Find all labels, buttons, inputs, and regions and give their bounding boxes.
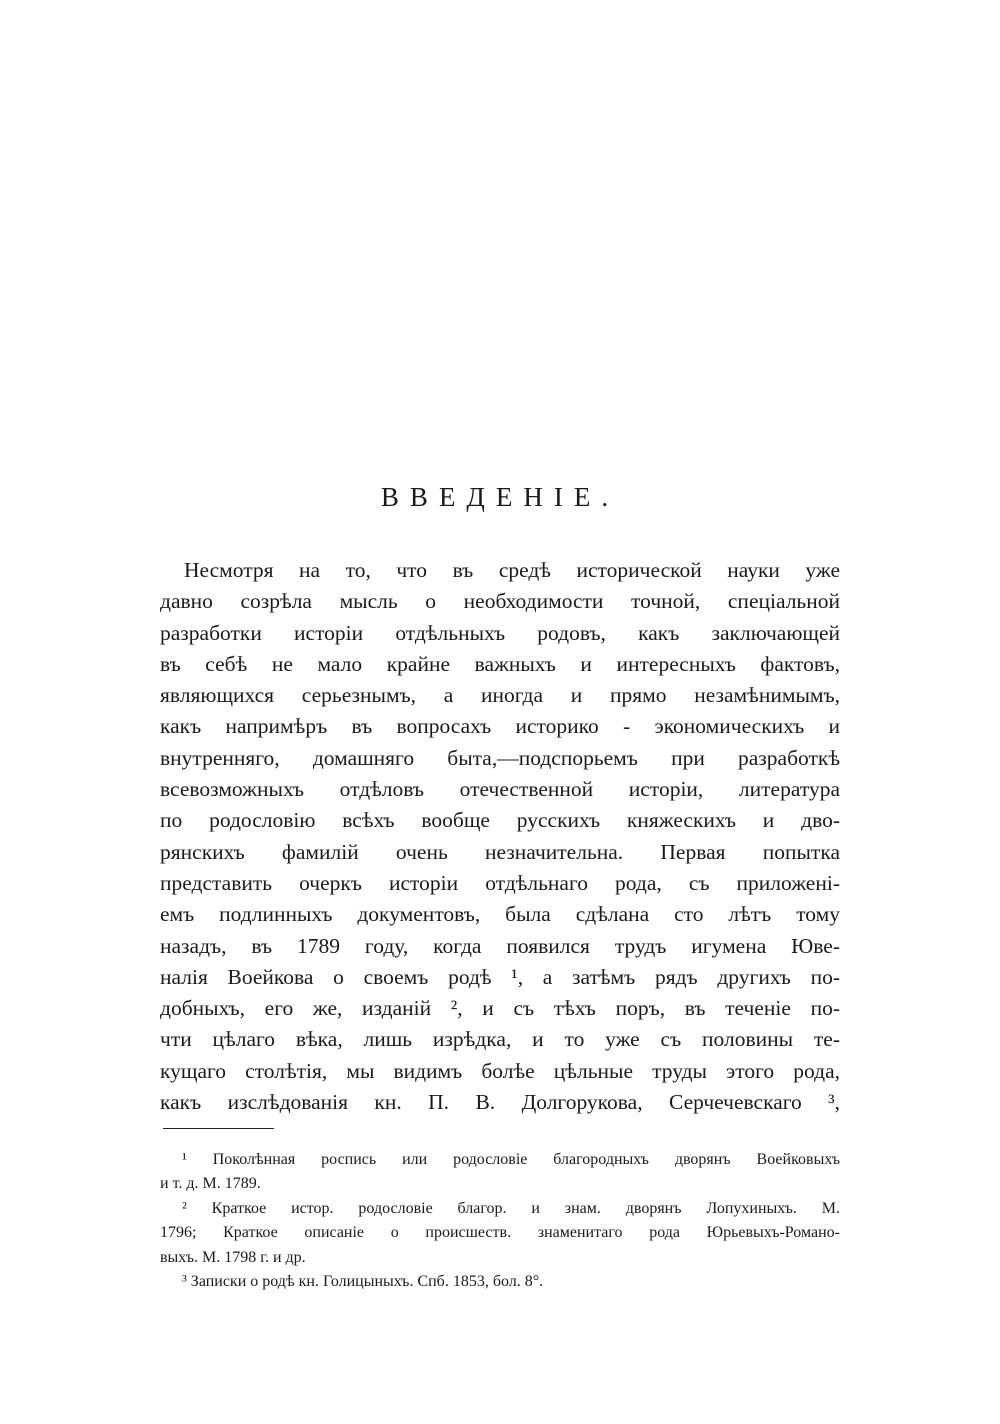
footnote-line: 1796; Краткое описаніе о происшеств. знаменитаго рода Юрьевыхъ-Романо- — [160, 1224, 840, 1242]
body-paragraph — [160, 555, 840, 1118]
footnote-line: ² Краткое истор. родословіе благор. и знам. дворянъ Лопухиныхъ. М. — [182, 1199, 840, 1217]
footnote-line: ¹ Поколѣнная роспись или родословіе благородныхъ дворянъ Воейковыхъ — [182, 1151, 840, 1168]
body-line: кущаго столѣтія, мы видимъ болѣе цѣльные труды этого рода, — [160, 1058, 840, 1083]
body-line: разработки исторіи отдѣльныхъ родовъ, какъ заключающей — [160, 620, 840, 645]
footnote-divider — [163, 1128, 274, 1129]
body-line: въ себѣ не мало крайне важныхъ и интересныхъ фактовъ, — [160, 651, 840, 676]
body-line: давно созрѣла мысль о необходимости точной, спеціальной — [160, 589, 840, 614]
footnote-line: выхъ. М. 1798 г. и др. — [160, 1248, 306, 1266]
chapter-title: ВВЕДЕНІЕ. — [380, 482, 620, 512]
body-line: емъ подлинныхъ документовъ, была сдѣлана сто лѣтъ тому — [160, 902, 840, 927]
body-line: Несмотря на то, что въ средѣ исторической науки уже — [184, 558, 840, 582]
footnote-line: и т. д. М. 1789. — [160, 1175, 261, 1193]
body-line: какъ изслѣдованія кн. П. В. Долгорукова, Серчечевскаго ³, — [160, 1090, 840, 1115]
body-line: по родословію всѣхъ вообще русскихъ княжескихъ и дво- — [160, 808, 840, 833]
body-line: налія Воейкова о своемъ родѣ ¹, а затѣмъ рядъ другихъ по- — [160, 964, 840, 989]
footnotes — [160, 1148, 840, 1294]
body-line: добныхъ, его же, изданій ², и съ тѣхъ поръ, въ теченіе по- — [160, 996, 840, 1021]
body-line: назадъ, въ 1789 году, когда появился трудъ игумена Юве- — [160, 933, 840, 958]
body-line: какъ напримѣръ въ вопросахъ историко - экономическихъ и — [160, 714, 840, 739]
body-line: представить очеркъ исторіи отдѣльнаго рода, съ приложені- — [160, 870, 840, 895]
footnote-line: ³ Записки о родѣ кн. Голицыныхъ. Спб. 1853, бол. 8°. — [182, 1272, 544, 1290]
body-line: внутренняго, домашняго быта,—подспорьемъ при разработкѣ — [160, 745, 840, 770]
body-line: рянскихъ фамилій очень незначительна. Первая попытка — [160, 839, 840, 864]
body-line: чти цѣлаго вѣка, лишь изрѣдка, и то уже съ половины те- — [160, 1027, 840, 1052]
body-line: всевозможныхъ отдѣловъ отечественной исторіи, литература — [160, 777, 840, 802]
body-line: являющихся серьезнымъ, а иногда и прямо незамѣнимымъ, — [160, 683, 840, 708]
